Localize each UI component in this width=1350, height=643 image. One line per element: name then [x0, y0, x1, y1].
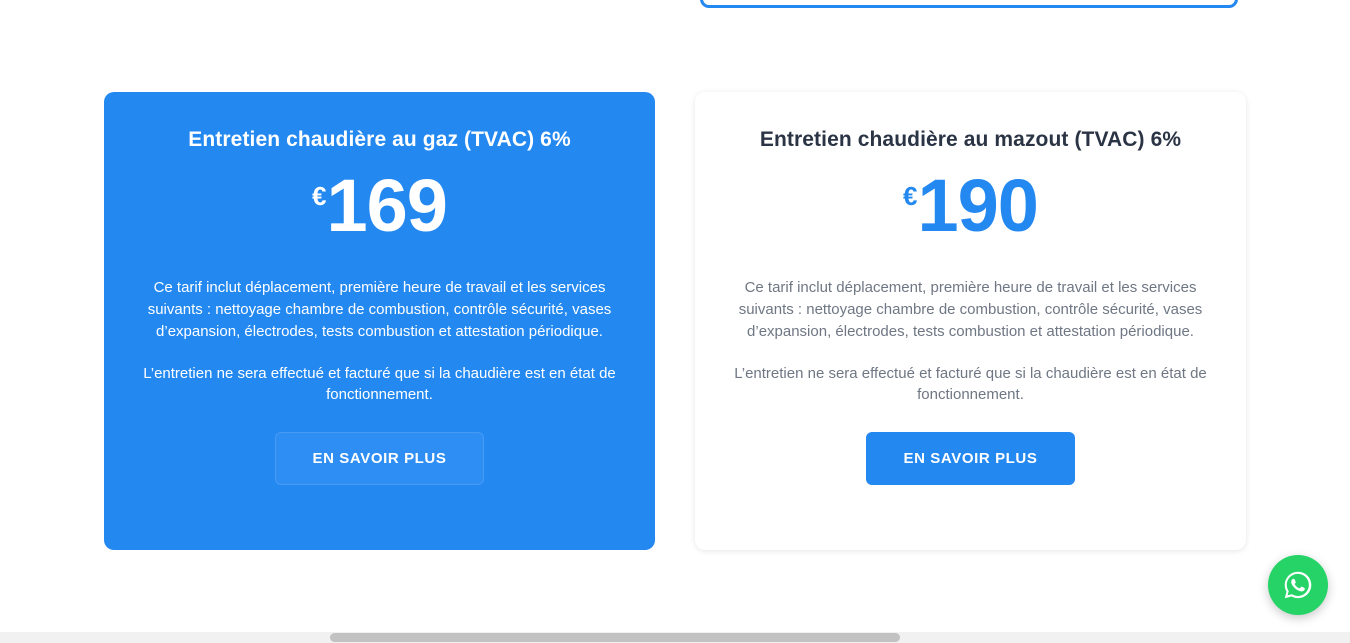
pricing-card-gas — [104, 92, 655, 550]
pricing-card-fuel — [695, 92, 1246, 550]
pricing-card-gas-price — [134, 164, 625, 257]
currency-symbol: € — [312, 181, 327, 212]
whatsapp-icon[interactable] — [1268, 555, 1328, 615]
price-amount: 169 — [326, 164, 447, 248]
pricing-card-gas-description-2: L’entretien ne sera effectué et facturé que si la chaudière est en état de fonctionnement. — [143, 364, 616, 404]
top-partial-card — [700, 0, 1238, 8]
learn-more-button-fuel[interactable]: EN SAVOIR PLUS — [866, 432, 1076, 485]
pricing-card-fuel-description-2: L’entretien ne sera effectué et facturé que si la chaudière est en état de fonctionnement. — [734, 364, 1207, 404]
horizontal-scrollbar[interactable] — [0, 632, 1350, 643]
horizontal-scrollbar-thumb[interactable] — [330, 633, 900, 642]
pricing-card-gas-title: Entretien chaudière au gaz (TVAC) 6% — [188, 128, 571, 151]
pricing-card-fuel-title: Entretien chaudière au mazout (TVAC) 6% — [759, 128, 1182, 151]
learn-more-button-gas[interactable]: EN SAVOIR PLUS — [275, 432, 485, 485]
pricing-card-fuel-price — [725, 164, 1216, 257]
pricing-card-fuel-description-1: Ce tarif inclut déplacement, première heure de travail et les services suivants : nettoyage chambre de combustion, contrôle sécurité, vases d’expansion, électrodes, tests combustion et attestation périodique. — [738, 279, 1203, 340]
pricing-cards-container — [104, 92, 1246, 550]
currency-symbol: € — [903, 181, 918, 212]
pricing-card-gas-description-1: Ce tarif inclut déplacement, première heure de travail et les services suivants : nettoyage chambre de combustion, contrôle sécurité, vases d’expansion, électrodes, tests combustion et attestation périodique. — [147, 279, 612, 340]
price-amount: 190 — [917, 164, 1038, 248]
